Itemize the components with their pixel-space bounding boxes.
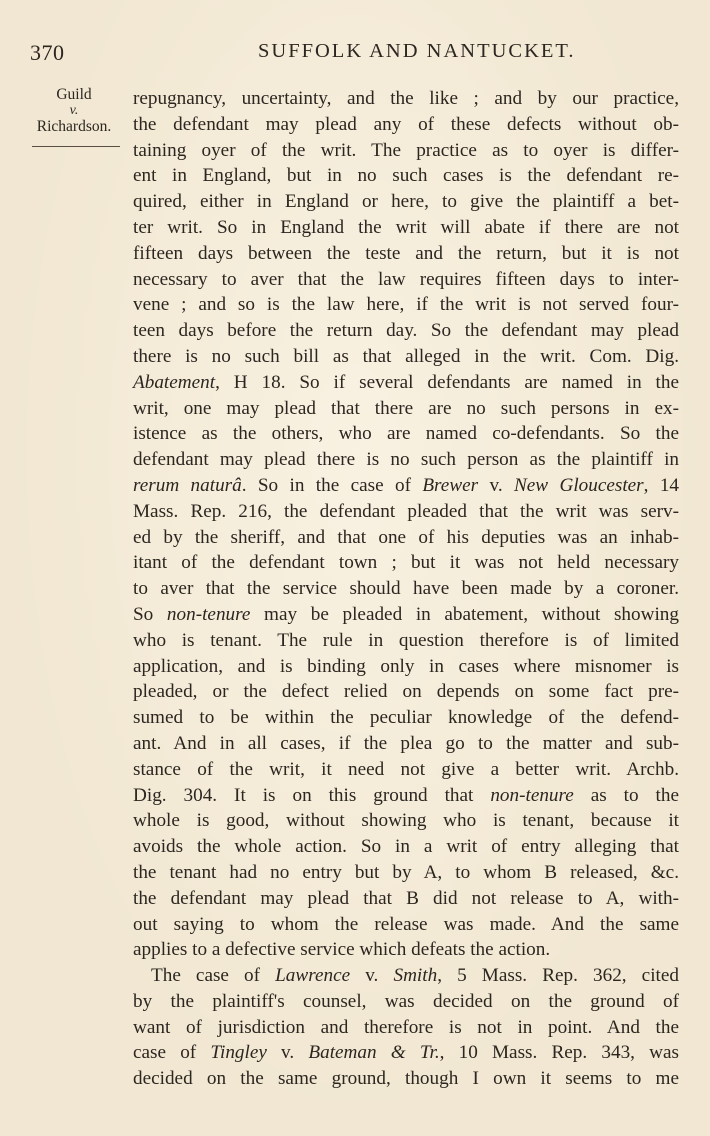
text-line: ter writ. So in England the writ will abate if there are not xyxy=(133,216,679,238)
text-line: Dig. 304. It is on this ground that non-tenure as to the xyxy=(133,784,679,806)
text-line: necessary to aver that the law requires fifteen days to inter- xyxy=(133,268,679,290)
text-line: applies to a defective service which defeats the action. xyxy=(133,939,551,961)
text-line: by the plaintiff's counsel, was decided on the ground of xyxy=(133,990,679,1012)
text-line: pleaded, or the defect relied on depends on some fact pre- xyxy=(133,681,679,703)
margin-note xyxy=(28,86,120,136)
body-text xyxy=(133,86,679,1092)
text-line: the defendant may plead that B did not release to A, with- xyxy=(133,887,679,909)
text-line: itant of the defendant town ; but it was not held necessary xyxy=(133,552,679,574)
text-line: avoids the whole action. So in a writ of entry alleging that xyxy=(133,836,679,858)
margin-note-plaintiff: Guild xyxy=(56,86,92,103)
text-line: case of Tingley v. Bateman & Tr., 10 Mass. Rep. 343, was xyxy=(133,1042,679,1064)
margin-rule xyxy=(32,146,120,147)
text-line: the tenant had no entry but by A, to whom B released, &c. xyxy=(133,861,679,883)
text-line: Abatement, H 18. So if several defendants are named in the xyxy=(133,371,679,393)
text-line: taining oyer of the writ. The practice as to oyer is differ- xyxy=(133,139,679,161)
text-line: to aver that the service should have been made by a coroner. xyxy=(133,578,679,600)
text-line: ent in England, but in no such cases is the defendant re- xyxy=(133,165,679,187)
text-line: quired, either in England or here, to give the plaintiff a bet- xyxy=(133,191,679,213)
text-line: So non-tenure may be pleaded in abatement, without showing xyxy=(133,603,679,625)
text-line: who is tenant. The rule in question therefore is of limited xyxy=(133,629,679,651)
text-line: fifteen days between the teste and the return, but it is not xyxy=(133,242,679,264)
text-line: ant. And in all cases, if the plea go to the matter and sub- xyxy=(133,732,679,754)
text-line: the defendant may plead any of these defects without ob- xyxy=(133,113,679,135)
text-line: writ, one may plead that there are no such persons in ex- xyxy=(133,397,679,419)
text-line: out saying to whom the release was made. And the same xyxy=(133,913,679,935)
text-line: rerum naturâ. So in the case of Brewer v. New Gloucester, 14 xyxy=(133,474,679,496)
text-line: repugnancy, uncertainty, and the like ; and by our practice, xyxy=(133,88,679,109)
text-line: ed by the sheriff, and that one of his deputies was an inhab- xyxy=(133,526,679,548)
text-line: want of jurisdiction and therefore is not in point. And the xyxy=(133,1016,679,1038)
text-line: istence as the others, who are named co-defendants. So the xyxy=(133,423,679,445)
text-line: application, and is binding only in cases where misnomer is xyxy=(133,655,679,677)
text-line: stance of the writ, it need not give a better writ. Archb. xyxy=(133,758,679,780)
text-line: there is no such bill as that alleged in the writ. Com. Dig. xyxy=(133,345,679,367)
running-head: SUFFOLK AND NANTUCKET. xyxy=(258,40,576,62)
text-line: Mass. Rep. 216, the defendant pleaded that the writ was serv- xyxy=(133,500,679,522)
text-line: sumed to be within the peculiar knowledge of the defend- xyxy=(133,707,679,729)
text-line: whole is good, without showing who is tenant, because it xyxy=(133,810,679,832)
margin-note-versus: v. xyxy=(69,103,79,118)
text-line: decided on the same ground, though I own it seems to me xyxy=(133,1068,679,1090)
text-line: vene ; and so is the law here, if the writ is not served four- xyxy=(133,294,679,316)
text-line: teen days before the return day. So the defendant may plead xyxy=(133,320,679,342)
text-line: defendant may plead there is no such person as the plaintiff in xyxy=(133,449,679,471)
margin-note-defendant: Richardson. xyxy=(36,118,112,135)
page-number: 370 xyxy=(30,40,65,65)
text-line: The case of Lawrence v. Smith, 5 Mass. Rep. 362, cited xyxy=(151,965,679,987)
